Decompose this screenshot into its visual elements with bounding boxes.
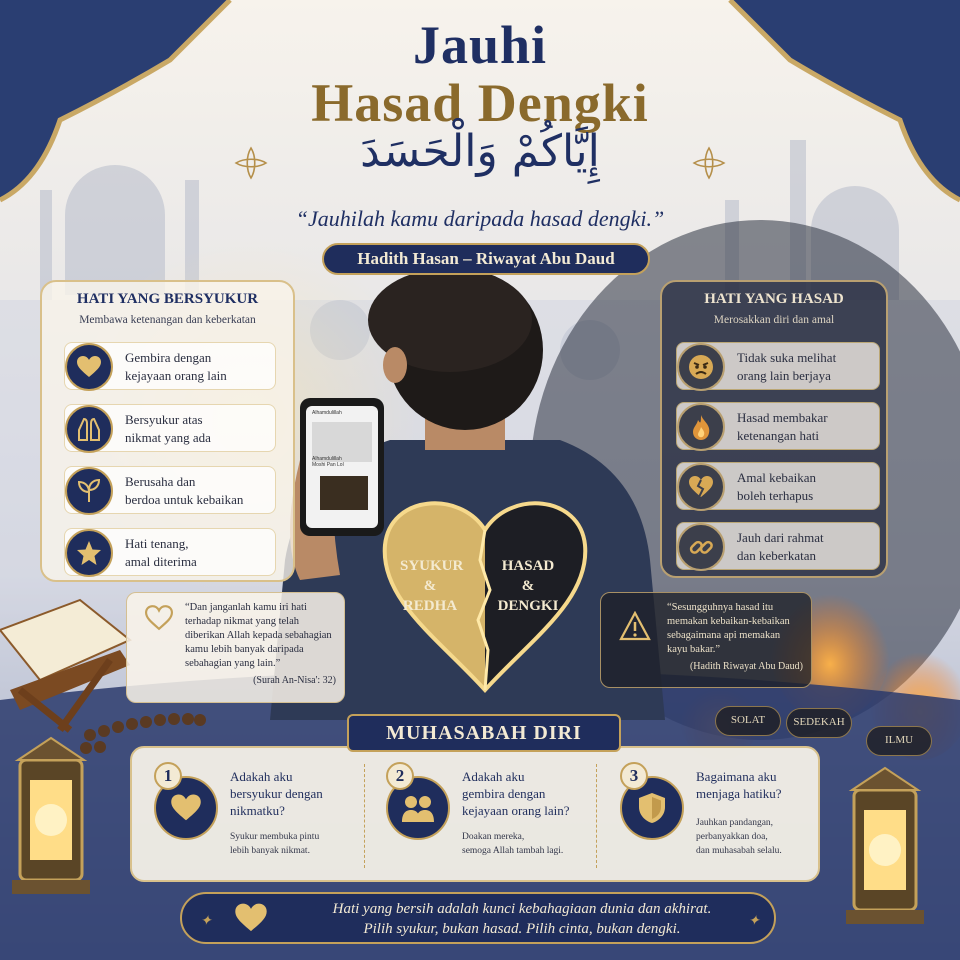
panel-subheading: Membawa ketenangan dan keberkatan <box>79 314 256 326</box>
ornament-right-icon <box>692 146 726 180</box>
panel-heading: HATI YANG HASAD <box>704 291 844 307</box>
note-source: (Hadith Riwayat Abu Daud) <box>689 661 803 672</box>
panel-subheading: Merosakkan diri dan amal <box>713 314 835 326</box>
badge-ilmu: ILMU <box>866 726 932 756</box>
list-item: Tidak suka melihat orang lain berjaya <box>676 342 880 390</box>
step-number: 1 <box>154 762 182 790</box>
broken-heart-icon <box>677 463 725 511</box>
list-item: Jauh dari rahmat dan keberkatan <box>676 522 880 570</box>
phone-screen-text: Alhamdulillah Alhamdulillah Moshi Pan Lol <box>312 410 344 468</box>
reflection-item: 2 Adakah aku gembira dengan kejayaan orang lain? Doakan mereka, semoga Allah tambah lagi. <box>364 748 594 882</box>
panel-heading: HATI YANG BERSYUKUR <box>76 291 259 307</box>
step-number: 3 <box>620 762 648 790</box>
list-item: Amal kebaikan boleh terhapus <box>676 462 880 510</box>
footer-banner <box>180 892 776 944</box>
badge-solat: SOLAT <box>715 706 781 736</box>
quran-verse-note <box>126 592 345 703</box>
title-line-1: Jauhi <box>412 15 548 75</box>
footer-line-1: Hati yang bersih adalah kunci kebahagiaan dunia dan akhirat. <box>332 901 712 917</box>
muhasabah-title: MUHASABAH DIRI <box>347 714 621 752</box>
diamond-ornament-icon: ✦ <box>748 914 760 929</box>
grateful-heart-panel <box>40 280 295 582</box>
list-item: Berusaha dan berdoa untuk kebaikan <box>64 466 276 514</box>
title-line-2: Hasad Dengki <box>311 73 649 133</box>
heart-label-right: HASAD & DENGKI <box>497 558 559 614</box>
heart-outline-icon <box>145 605 173 631</box>
praying-hands-icon <box>65 405 113 453</box>
diamond-ornament-icon: ✦ <box>200 914 212 929</box>
arabic-title: إِيَّاكُمْ وَالْحَسَدَ <box>360 126 600 177</box>
warning-icon <box>619 611 651 641</box>
reflection-item: 1 Adakah aku bersyukur dengan nikmatku? Syukur membuka pintu lebih banyak nikmat. <box>132 748 362 882</box>
heart-icon <box>65 343 113 391</box>
list-item: Gembira dengan kejayaan orang lain <box>64 342 276 390</box>
ornament-left-icon <box>234 146 268 180</box>
star-icon <box>65 529 113 577</box>
self-reflection-panel <box>130 746 820 882</box>
hadith-quote: “Jauhilah kamu daripada hasad dengki.” <box>295 206 665 231</box>
hadith-note <box>600 592 812 688</box>
envious-heart-panel <box>660 280 888 578</box>
note-text: “Dan janganlah kamu iri hati terhadap nikmat yang telah diberikan Allah kepada sebahagian kamu lebih banyak daripada sebahagian yang lain.” <box>185 602 332 669</box>
list-item: Hati tenang, amal diterima <box>64 528 276 576</box>
hadith-source-badge: Hadith Hasan – Riwayat Abu Daud <box>322 243 650 275</box>
heart-icon <box>234 902 268 934</box>
note-source: (Surah An-Nisa': 32) <box>253 675 336 686</box>
note-text: “Sesungguhnya hasad itu memakan kebaikan-kebaikan sebagaimana api memakan kayu bakar.” <box>667 602 790 655</box>
sprout-icon <box>65 467 113 515</box>
list-item: Bersyukur atas nikmat yang ada <box>64 404 276 452</box>
badge-sedekah: SEDEKAH <box>786 708 852 738</box>
flame-icon <box>677 403 725 451</box>
footer-line-2: Pilih syukur, bukan hasad. Pilih cinta, bukan dengki. <box>363 921 681 937</box>
heart-label-left: SYUKUR & REDHA <box>400 558 464 614</box>
reflection-item: 3 Bagaimana aku menjaga hatiku? Jauhkan pandangan, perbanyakkan doa, dan muhasabah selalu. <box>598 748 828 882</box>
list-item: Hasad membakar ketenangan hati <box>676 402 880 450</box>
angry-face-icon <box>677 343 725 391</box>
step-number: 2 <box>386 762 414 790</box>
broken-link-icon <box>677 523 725 571</box>
divider <box>596 764 597 868</box>
